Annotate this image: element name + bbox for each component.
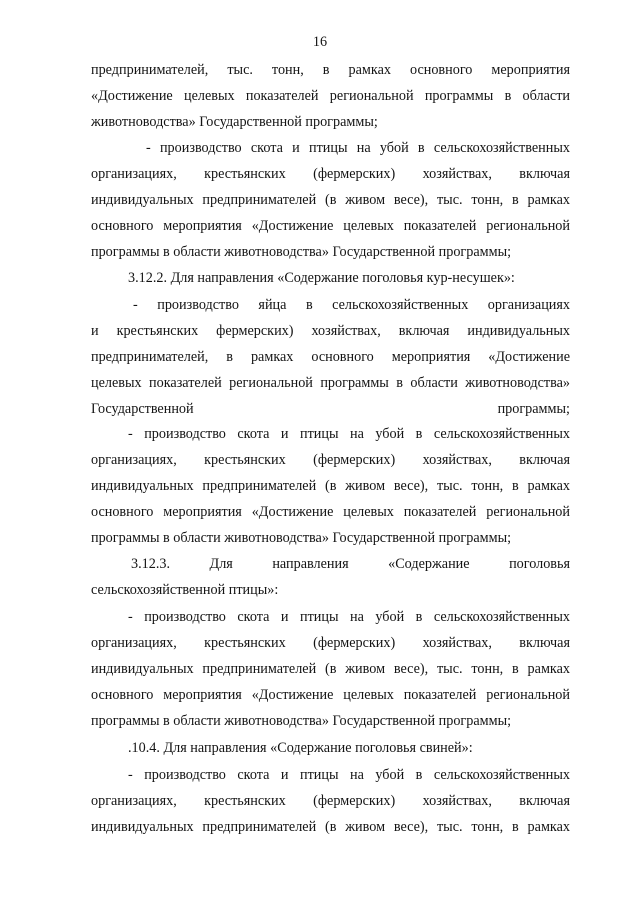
- text-line: 3.12.3. Для направления «Содержание поголовья: [131, 556, 570, 572]
- text-line: организациях, крестьянских (фермерских) хозяйствах, включая: [91, 166, 570, 182]
- text-line: индивидуальных предпринимателей (в живом весе), тыс. тонн, в рамках: [91, 478, 570, 494]
- text-line: организациях, крестьянских (фермерских) хозяйствах, включая: [91, 452, 570, 468]
- text-line: - производство скота и птицы на убой в сельскохозяйственных: [128, 426, 570, 442]
- text-line: основного мероприятия «Достижение целевых показателей региональной: [91, 687, 570, 703]
- text-line: целевых показателей региональной программы в области животноводства»: [91, 375, 570, 391]
- text-line: индивидуальных предпринимателей (в живом весе), тыс. тонн, в рамках: [91, 819, 570, 835]
- page-number: 16: [312, 34, 328, 50]
- text-line: программы в области животноводства» Государственной программы;: [91, 530, 512, 546]
- text-line: предпринимателей, тыс. тонн, в рамках основного мероприятия: [91, 62, 570, 78]
- text-line: программы в области животноводства» Государственной программы;: [91, 713, 512, 729]
- text-line: основного мероприятия «Достижение целевых показателей региональной: [91, 504, 570, 520]
- text-line: Государственной программы;: [91, 401, 570, 417]
- text-line: организациях, крестьянских (фермерских) хозяйствах, включая: [91, 635, 570, 651]
- text-line: - производство скота и птицы на убой в сельскохозяйственных: [146, 140, 570, 156]
- text-line: - производство скота и птицы на убой в сельскохозяйственных: [128, 609, 570, 625]
- text-line: - производство скота и птицы на убой в сельскохозяйственных: [128, 767, 570, 783]
- text-line: 3.12.2. Для направления «Содержание поголовья кур-несушек»:: [128, 270, 515, 286]
- text-line: «Достижение целевых показателей региональной программы в области: [91, 88, 570, 104]
- text-line: организациях, крестьянских (фермерских) хозяйствах, включая: [91, 793, 570, 809]
- text-line: индивидуальных предпринимателей (в живом весе), тыс. тонн, в рамках: [91, 192, 570, 208]
- text-line: - производство яйца в сельскохозяйственных организациях: [133, 297, 570, 313]
- text-line: животноводства» Государственной программы;: [91, 114, 378, 130]
- text-line: .10.4. Для направления «Содержание поголовья свиней»:: [128, 740, 473, 756]
- text-line: программы в области животноводства» Государственной программы;: [91, 244, 512, 260]
- text-line: основного мероприятия «Достижение целевых показателей региональной: [91, 218, 570, 234]
- text-line: предпринимателей, в рамках основного мероприятия «Достижение: [91, 349, 570, 365]
- text-line: индивидуальных предпринимателей (в живом весе), тыс. тонн, в рамках: [91, 661, 570, 677]
- text-line: и крестьянских фермерских) хозяйствах, включая индивидуальных: [91, 323, 570, 339]
- text-line: сельскохозяйственной птицы»:: [91, 582, 279, 598]
